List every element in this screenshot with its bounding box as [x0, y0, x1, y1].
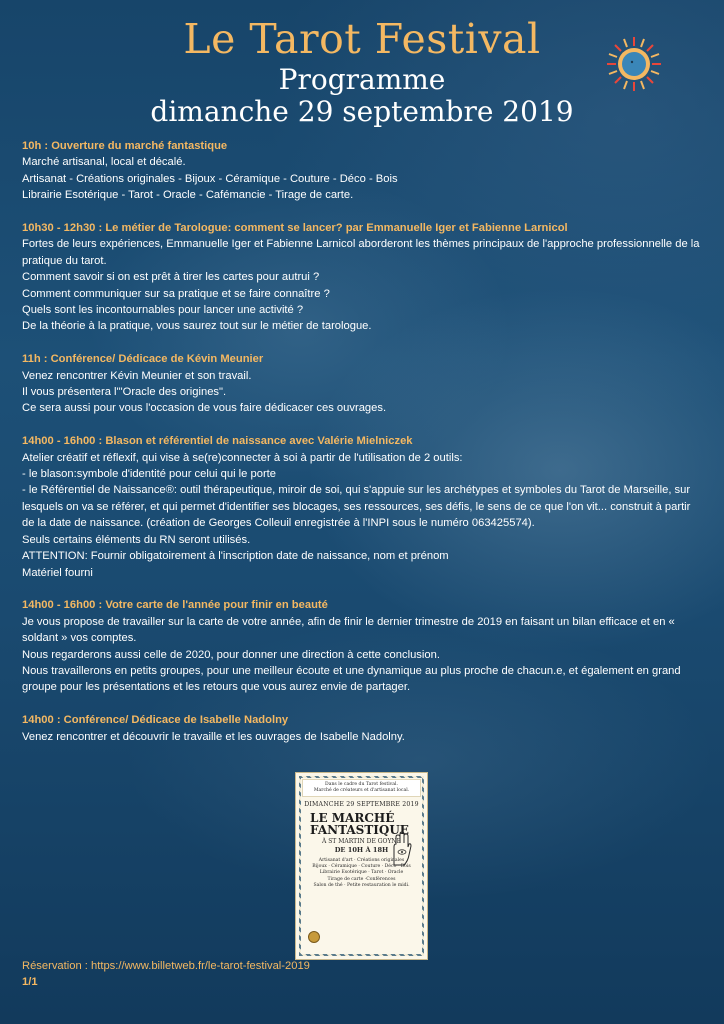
hand-eye-icon [388, 831, 414, 867]
flyer-intro [302, 779, 421, 797]
section-heading: 11h : Conférence/ Dédicace de Kévin Meunier [22, 353, 264, 366]
flyer-hours: DE 10H À 18H [334, 846, 389, 854]
programme-section [22, 351, 702, 417]
section-heading: 10h : Ouverture du marché fantastique [22, 140, 228, 152]
programme-section [22, 220, 702, 335]
section-line: Comment communiquer sur sa pratique et se faire connaître ? [22, 287, 330, 300]
flyer-intro-line: Dans le cadre du Tarot festival. [325, 782, 398, 787]
flyer-place: À ST MARTIN DE GOYNE [321, 838, 402, 845]
section-line: Quels sont les incontournables pour lancer une activité ? [22, 304, 304, 317]
section-line: De la théorie à la pratique, vous saurez tout sur le métier de tarologue. [22, 320, 372, 333]
section-line: Marché artisanal, local et décalé. [22, 156, 186, 169]
flyer-title-line: LE MARCHÉ [310, 811, 395, 825]
flyer-badge-icon [308, 931, 320, 943]
flyer-list-item: Bijoux · Céramique · Couture · Déco · Bois [312, 864, 411, 870]
flyer-list-item: Tirage de carte ·Conférences [327, 876, 396, 882]
flyer-list-item: Librairie Esotérique · Tarot · Oracle [319, 870, 404, 876]
section-line: ATTENTION: Fournir obligatoirement à l'inscription date de naissance, nom et prénom [22, 550, 449, 563]
section-line: Fortes de leurs expériences, Emmanuelle Iger et Fabienne Larnicol aborderont les thèmes principaux de l'approche professionnelle de la pratique du tarot. [22, 238, 700, 267]
section-line: Comment savoir si on est prêt à tirer les cartes pour autrui ? [22, 271, 320, 284]
section-heading: 14h00 - 16h00 : Blason et référentiel de naissance avec Valérie Mielniczek [22, 435, 413, 448]
flyer-list-item: Artisanat d'art · Créations originales [318, 858, 405, 863]
section-line: Seuls certains éléments du RN seront utilisés. [22, 533, 251, 546]
section-line: Venez rencontrer et découvrir le travaille et les ouvrages de Isabelle Nadolny. [22, 730, 405, 743]
section-line: Nous travaillerons en petits groupes, pour une meilleur écoute et une dynamique au plus proche de chacun.e, et également en grand groupe pour les présentations et les retours que vous aurez envie de partager. [22, 664, 681, 694]
section-line: Artisanat - Créations originales - Bijoux - Céramique - Couture - Déco - Bois [22, 172, 398, 185]
flyer-title-line: FANTASTIQUE [310, 823, 409, 837]
page-number: 1/1 [22, 976, 38, 988]
flyer-list-item: Salon de thé · Petite restauration le midi. [313, 882, 410, 888]
section-line: Atelier créatif et réflexif, qui vise à se(re)connecter à soi à partir de l'utilisation de 2 outils: [22, 451, 463, 464]
section-heading: 14h00 : Conférence/ Dédicace de Isabelle Nadolny [22, 714, 289, 727]
section-line: Venez rencontrer Kévin Meunier et son travail. [22, 369, 252, 382]
section-line: Je vous propose de travailler sur la carte de votre année, afin de finir le dernier trimestre de 2019 en faisant un bilan efficace et en « soldant » vos comptes. [22, 615, 675, 645]
programme-content [22, 138, 702, 761]
programme-section [22, 712, 702, 745]
section-line: Il vous présentera l'"Oracle des origines". [22, 386, 227, 399]
market-flyer-image [295, 772, 428, 960]
programme-section [22, 138, 702, 204]
subtitle-date: dimanche 29 septembre 2019 [150, 95, 574, 128]
section-line: - le blason:symbole d'identité pour celui qui le porte [22, 468, 277, 481]
sun-moon-icon [606, 36, 662, 92]
section-line: Nous regarderons aussi celle de 2020, pour donner une direction à cette conclusion. [22, 648, 440, 661]
reservation-link[interactable]: Réservation : https://www.billetweb.fr/le-tarot-festival-2019 [22, 960, 310, 972]
page-title: Le Tarot Festival [183, 15, 541, 63]
flyer-intro-line: Marché de créateurs et d'artisanat local. [313, 788, 410, 793]
footer [22, 958, 310, 990]
section-line: Matériel fourni [22, 566, 93, 579]
section-line: Ce sera aussi pour vous l'occasion de vous faire dédicacer ces ouvrages. [22, 402, 387, 415]
programme-section [22, 597, 702, 695]
section-heading: 14h00 - 16h00 : Votre carte de l'année pour finir en beauté [22, 599, 328, 612]
section-line: Librairie Esotérique - Tarot - Oracle - Cafémancie - Tirage de carte. [22, 189, 354, 202]
subtitle-programme: Programme [278, 63, 446, 96]
section-heading: 10h30 - 12h30 : Le métier de Tarologue: comment se lancer? par Emmanuelle Iger et Fabienne Larnicol [22, 222, 568, 235]
section-line: - le Référentiel de Naissance®: outil thérapeutique, miroir de soi, qui s'appuie sur les archétypes et symboles du Tarot de Marseille, sur lesquels on va se référer, et qui permet d'identifier ses blocages, ses ressources, ses défis, le sens de ce que l'on vit... construit à partir de la date de naissance. (création de Georges Colleuil enregistrée à l'INPI sous le numéro 063425574). [22, 484, 691, 530]
flyer-date: DIMANCHE 29 SEPTEMBRE 2019 [304, 801, 419, 808]
programme-section [22, 433, 702, 581]
